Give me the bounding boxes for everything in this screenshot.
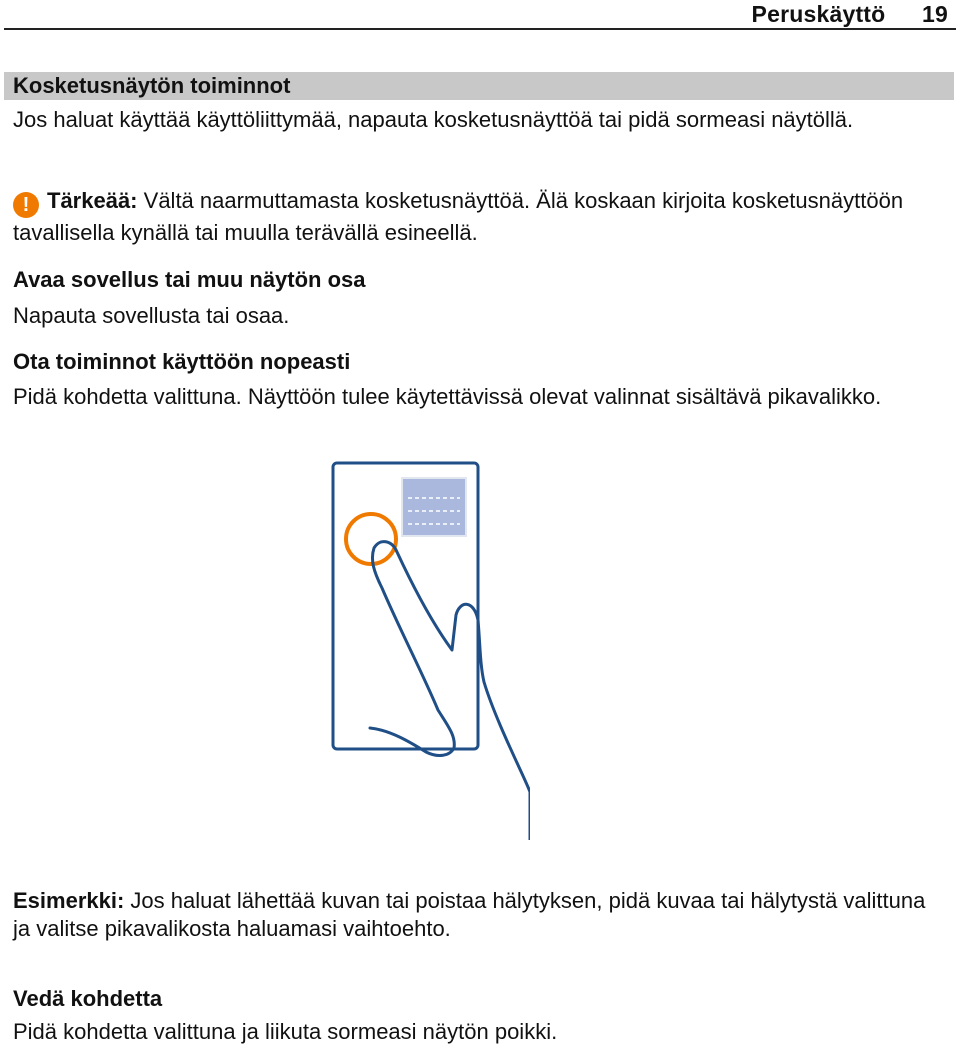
important-label: Tärkeää: [47,188,138,213]
open-app-text: Napauta sovellusta tai osaa. [13,303,290,328]
quick-heading: Ota toiminnot käyttöön nopeasti [13,349,351,374]
intro-text: Jos haluat käyttää käyttöliittymää, napauta kosketusnäyttöä tai pidä sormeasi näytöllä. [13,107,854,132]
long-press-illustration [330,460,530,840]
example-label: Esimerkki: [13,888,125,913]
open-app-heading: Avaa sovellus tai muu näytön osa [13,267,366,292]
header-section: Peruskäyttö [751,1,886,27]
warning-icon: ! [13,192,39,218]
drag-heading: Vedä kohdetta [13,986,163,1011]
header-text [752,1,948,28]
section-title: Kosketusnäytön toiminnot [13,73,291,98]
page-number: 19 [922,1,948,27]
popup-menu [402,478,466,536]
important-text: Vältä naarmuttamasta kosketusnäyttöä. Älä koskaan kirjoita kosketusnäyttöön tavallisella kynällä tai muulla terävällä esineellä. [13,188,904,245]
section-bar [4,72,954,100]
example-text: Jos haluat lähettää kuvan tai poistaa hälytyksen, pidä kuvaa tai hälytystä valittuna ja valitse pikavalikosta haluamasi vaihtoehto. [13,888,926,941]
example-paragraph [13,887,948,943]
important-note [13,186,948,248]
quick-text: Pidä kohdetta valittuna. Näyttöön tulee käytettävissä olevat valinnat sisältävä pikavalikko. [13,384,882,409]
finger-outline [370,542,530,840]
drag-text: Pidä kohdetta valittuna ja liikuta sormeasi näytön poikki. [13,1019,558,1044]
page-header [4,0,956,30]
